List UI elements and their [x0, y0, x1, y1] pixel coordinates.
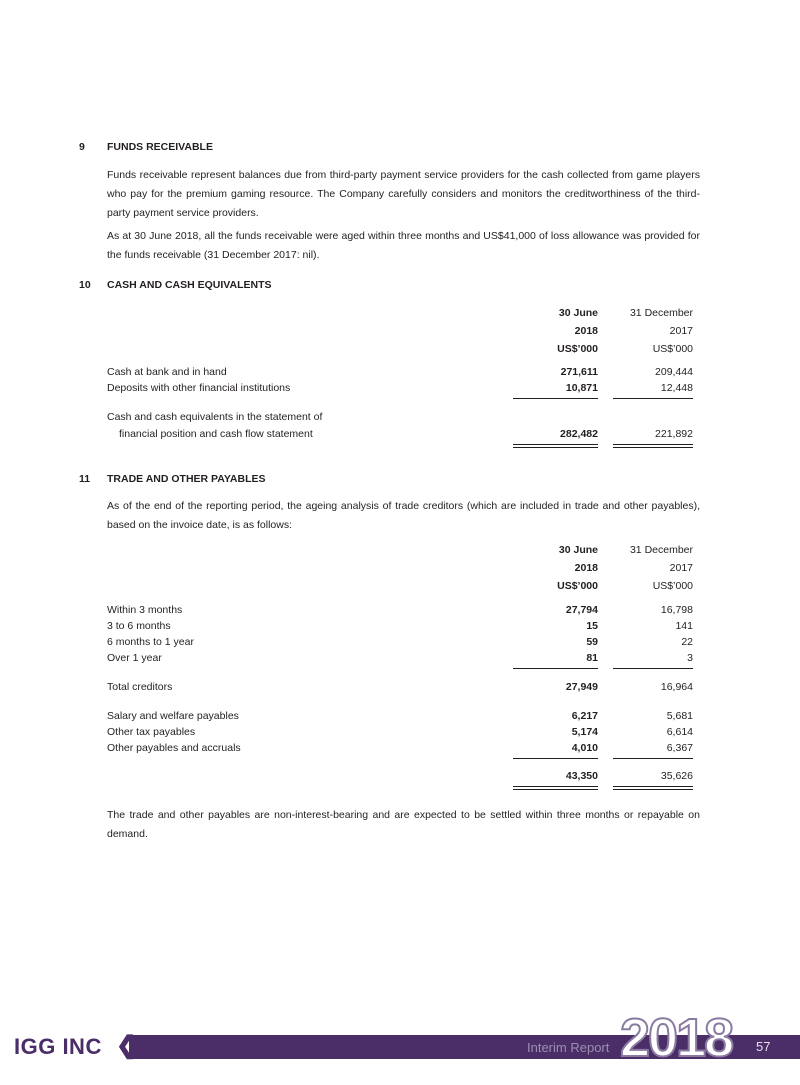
table-row [107, 650, 693, 666]
table-row [107, 364, 693, 380]
section-title: CASH AND CASH EQUIVALENTS [107, 279, 272, 291]
table-row [107, 380, 693, 396]
row-value-prior: 3 [687, 652, 693, 664]
row-label: 6 months to 1 year [107, 636, 194, 648]
col-head-line: 2017 [669, 562, 693, 574]
rule-line [513, 398, 598, 399]
double-rule-line [513, 789, 598, 790]
row-value-prior: 5,681 [666, 710, 693, 722]
col-head-line: 31 December [629, 307, 693, 319]
report-title: Interim Report [527, 1040, 610, 1055]
row-value-prior: 209,444 [655, 366, 693, 378]
rule-line [613, 668, 693, 669]
col-head-line: 30 June [558, 307, 598, 319]
table-row [107, 740, 693, 756]
column-header-current [508, 541, 598, 595]
row-value-prior: 22 [681, 636, 693, 648]
row-value-prior: 141 [675, 620, 693, 632]
row-value-current: 10,871 [565, 382, 598, 394]
row-value-prior: 12,448 [660, 382, 693, 394]
double-rule-line [613, 789, 693, 790]
row-value-prior: 16,964 [660, 681, 693, 693]
row-label: Other tax payables [107, 726, 196, 738]
row-value-current: 15 [586, 620, 598, 632]
col-head-line: 2017 [669, 325, 693, 337]
row-value-current: 282,482 [560, 428, 598, 440]
row-value-current: 59 [586, 636, 598, 648]
col-head-line: US$’000 [557, 343, 598, 355]
table-row [107, 618, 693, 634]
col-head-line: US$’000 [652, 580, 693, 592]
total-row [107, 426, 693, 442]
row-label: Within 3 months [107, 604, 183, 616]
table-row [107, 708, 693, 724]
row-label: Other payables and accruals [107, 742, 241, 754]
row-value-current: 27,794 [565, 604, 598, 616]
row-value-prior: 6,367 [666, 742, 693, 754]
col-head-line: 31 December [629, 544, 693, 556]
table-row [107, 634, 693, 650]
col-head-line: 30 June [558, 544, 598, 556]
chevron-left-icon: ❮ [116, 1032, 137, 1059]
row-value-current: 4,010 [571, 742, 598, 754]
row-value-current: 27,949 [565, 681, 598, 693]
row-value-prior: 221,892 [655, 428, 693, 440]
table-row [107, 724, 693, 740]
section-number: 9 [79, 141, 85, 153]
rule-line [513, 668, 598, 669]
subtotal-row [107, 679, 693, 695]
rule-line [613, 398, 693, 399]
row-value-current: 6,217 [571, 710, 598, 722]
col-head-line: 2018 [574, 325, 598, 337]
col-head-line: US$’000 [652, 343, 693, 355]
section-11-paragraph: As of the end of the reporting period, the ageing analysis of trade creditors (which are included in trade and other payables), based on the invoice date, is as follows: [107, 500, 700, 531]
row-value-current: 271,611 [560, 366, 598, 378]
col-head-line: 2018 [574, 562, 598, 574]
row-label: Deposits with other financial institutions [107, 382, 291, 394]
page-number: 57 [756, 1039, 771, 1054]
double-rule-line [613, 447, 693, 448]
row-label: Salary and welfare payables [107, 710, 239, 722]
section-11-closing-paragraph: The trade and other payables are non-interest-bearing and are expected to be settled within three months or repayable on demand. [107, 809, 700, 840]
section-title: FUNDS RECEIVABLE [107, 141, 213, 153]
section-number: 11 [79, 473, 91, 485]
double-rule-line [613, 786, 693, 787]
section-9-paragraph-2: As at 30 June 2018, all the funds receivable were aged within three months and US$41,000 of loss allowance was provided for the funds receivable (31 December 2017: nil). [107, 230, 700, 261]
report-year: 2018 [620, 1008, 733, 1068]
table-row [107, 409, 693, 425]
double-rule-line [513, 786, 598, 787]
row-label: 3 to 6 months [107, 620, 171, 632]
column-header-prior [603, 304, 693, 358]
row-label: Cash and cash equivalents in the statement of [107, 411, 323, 423]
row-value-current: 81 [586, 652, 598, 664]
column-header-prior [603, 541, 693, 595]
row-value-prior: 35,626 [660, 770, 693, 782]
row-label: financial position and cash flow statement [119, 428, 313, 440]
rule-line [613, 758, 693, 759]
section-9-paragraph-1: Funds receivable represent balances due from third-party payment service providers for the cash collected from game players who pay for the premium gaming resource. The Company carefully considers and monitors the creditworthiness of the third-party payment service providers. [107, 169, 700, 219]
row-label: Cash at bank and in hand [107, 366, 227, 378]
section-number: 10 [79, 279, 91, 291]
row-value-prior: 6,614 [666, 726, 693, 738]
double-rule-line [513, 447, 598, 448]
row-label: Total creditors [107, 681, 173, 693]
col-head-line: US$’000 [557, 580, 598, 592]
row-value-current: 5,174 [571, 726, 598, 738]
row-value-current: 43,350 [565, 770, 598, 782]
double-rule-line [613, 444, 693, 445]
section-title: TRADE AND OTHER PAYABLES [107, 473, 266, 485]
column-header-current [508, 304, 598, 358]
table-row [107, 602, 693, 618]
rule-line [513, 758, 598, 759]
double-rule-line [513, 444, 598, 445]
company-logo: IGG INC [14, 1034, 102, 1059]
row-label: Over 1 year [107, 652, 162, 664]
total-row [107, 768, 693, 784]
row-value-prior: 16,798 [660, 604, 693, 616]
